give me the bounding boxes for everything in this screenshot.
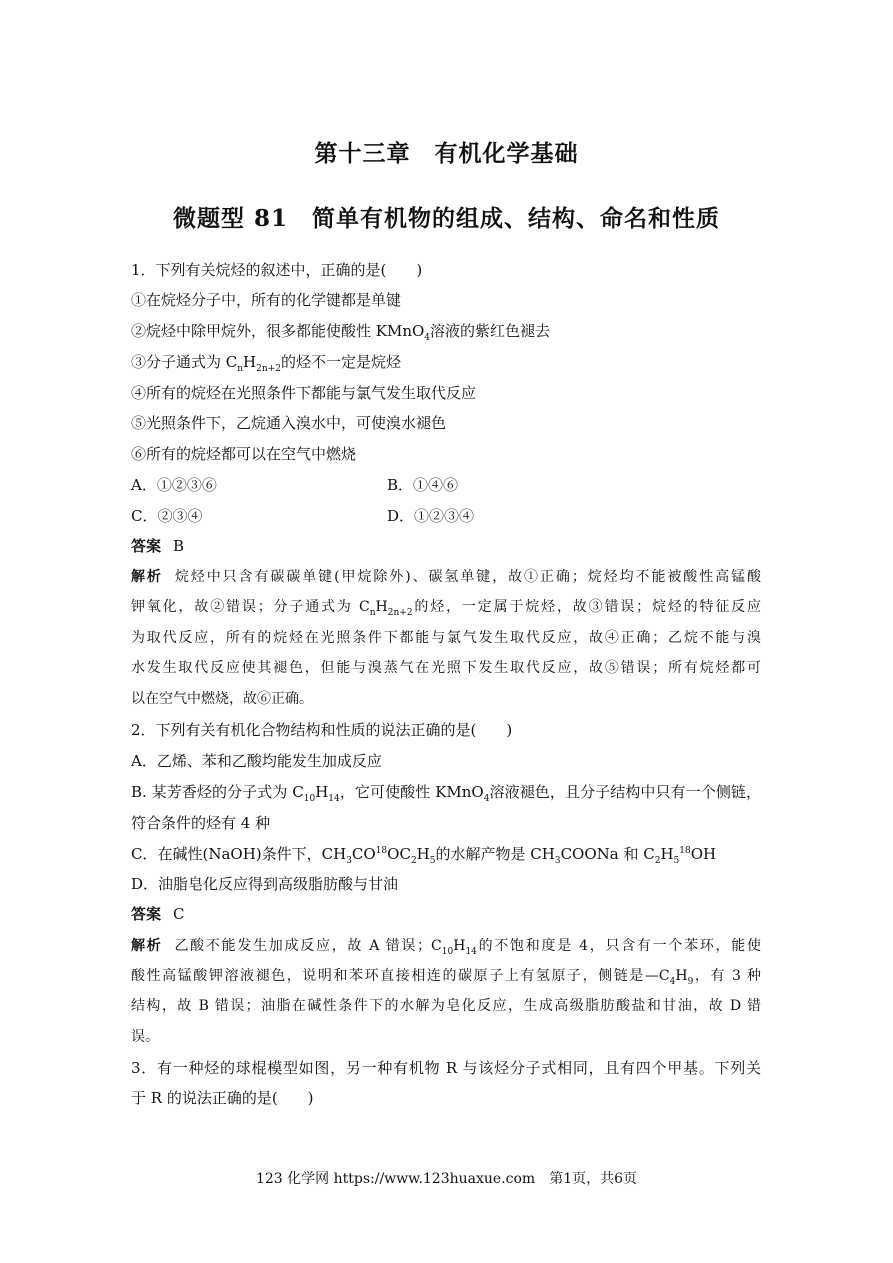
q1-analysis-line-2: 钾氧化，故②错误；分子通式为 $C_nH_{2n+2}$的烃，一定属于烷烃，故③错误；烷烃的特征反应 bbox=[131, 599, 762, 618]
q2-option-b: B. 某芳香烃的分子式为 $C_{10}H_{14}$，它可使酸性 KMnO$_4$溶液褪色，且分子结构中只有一个侧链， bbox=[131, 783, 761, 804]
q1-analysis-line-3: 为取代反应，所有的烷烃在光照条件下都能与氯气发生取代反应，故④正确；乙烷不能与溴 bbox=[131, 630, 761, 646]
q3-stem-line-1: 3．有一种烃的球棍模型如图，另一种有机物 R 与该烃分子式相同，且有四个甲基。下列关 bbox=[131, 1059, 761, 1077]
q3-stem-line-2: 于 R 的说法正确的是( ) bbox=[131, 1089, 314, 1107]
q1-option-c: C．②③④ bbox=[131, 507, 203, 525]
page-footer: 123 化学网 https://www.123huaxue.com 第1页，共6页 bbox=[255, 1171, 638, 1187]
q2-option-d: D．油脂皂化反应得到高级脂肪酸与甘油 bbox=[131, 875, 399, 893]
answer-value: C bbox=[173, 905, 185, 923]
answer-label: 答案 bbox=[131, 905, 162, 923]
q2-answer bbox=[131, 904, 761, 924]
q2-analysis-line-2: 酸性高锰酸钾溶液褪色，说明和苯环直接相连的碳原子上有氢原子，侧链是$—C_4H_9$，有 3 种 bbox=[131, 968, 761, 987]
q1-analysis-line-5: 以在空气中燃烧，故⑥正确。 bbox=[131, 691, 313, 707]
q1-options-row-1 bbox=[131, 475, 761, 495]
q2-analysis-line-4: 误。 bbox=[131, 1029, 159, 1045]
q1-answer bbox=[131, 536, 761, 556]
q1-statement-1: ①在烷烃分子中，所有的化学键都是单键 bbox=[131, 291, 402, 309]
q2-analysis-line-3: 结构，故 B 错误；油脂在碱性条件下的水解为皂化反应，生成高级脂肪酸盐和甘油，故 D 错 bbox=[131, 998, 761, 1014]
q1-analysis-line-4: 水发生取代反应使其褪色，但能与溴蒸气在光照下发生取代反应，故⑤错误；所有烷烃都可 bbox=[131, 660, 761, 676]
answer-value: B bbox=[173, 537, 185, 555]
analysis-label: 解析 bbox=[131, 938, 163, 954]
q1-option-a: A．①②③⑥ bbox=[131, 476, 217, 494]
q1-option-b: B．①④⑥ bbox=[387, 476, 459, 494]
q1-statement-2: ②烷烃中除甲烷外，很多都能使酸性 KMnO$_4$溶液的紫红色褪去 bbox=[131, 322, 551, 343]
q1-option-d: D．①②③④ bbox=[387, 507, 475, 525]
q1-statement-6: ⑥所有的烷烃都可以在空气中燃烧 bbox=[131, 445, 357, 463]
q1-statement-5: ⑤光照条件下，乙烷通入溴水中，可使溴水褪色 bbox=[131, 414, 447, 432]
q2-option-c: C．在碱性(NaOH)条件下，$CH_3CO^{18}OC_2H_5$的水解产物是 $CH_3COONa$ 和 $C_2H_5^{18}OH$ bbox=[131, 845, 717, 866]
q2-option-b-line-2: 符合条件的烃有 4 种 bbox=[131, 814, 271, 832]
q2-option-a: A．乙烯、苯和乙酸均能发生加成反应 bbox=[131, 752, 382, 770]
answer-label: 答案 bbox=[131, 537, 162, 555]
q2-analysis-line-1: 解析 乙酸不能发生加成反应，故 A 错误；$C_{10}H_{14}$的不饱和度是 4，只含有一个苯环，能使 bbox=[131, 938, 761, 957]
analysis-label: 解析 bbox=[131, 569, 163, 585]
q1-stem: 1．下列有关烷烃的叙述中，正确的是( ) bbox=[131, 261, 423, 279]
q1-options-row-2 bbox=[131, 506, 761, 526]
q1-analysis-line-1: 解析 烷烃中只含有碳碳单键(甲烷除外)、碳氢单键，故①正确；烷烃均不能被酸性高锰酸 bbox=[131, 569, 762, 585]
q1-statement-4: ④所有的烷烃在光照条件下都能与氯气发生取代反应 bbox=[131, 384, 477, 402]
section-title: 微题型 81 简单有机物的组成、结构、命名和性质 bbox=[172, 205, 720, 232]
chapter-title: 第十三章 有机化学基础 bbox=[314, 140, 579, 167]
q2-stem: 2．下列有关有机化合物结构和性质的说法正确的是( ) bbox=[131, 721, 513, 739]
q1-statement-3: ③分子通式为 $C_nH_{2n+2}$的烃不一定是烷烃 bbox=[131, 353, 401, 374]
